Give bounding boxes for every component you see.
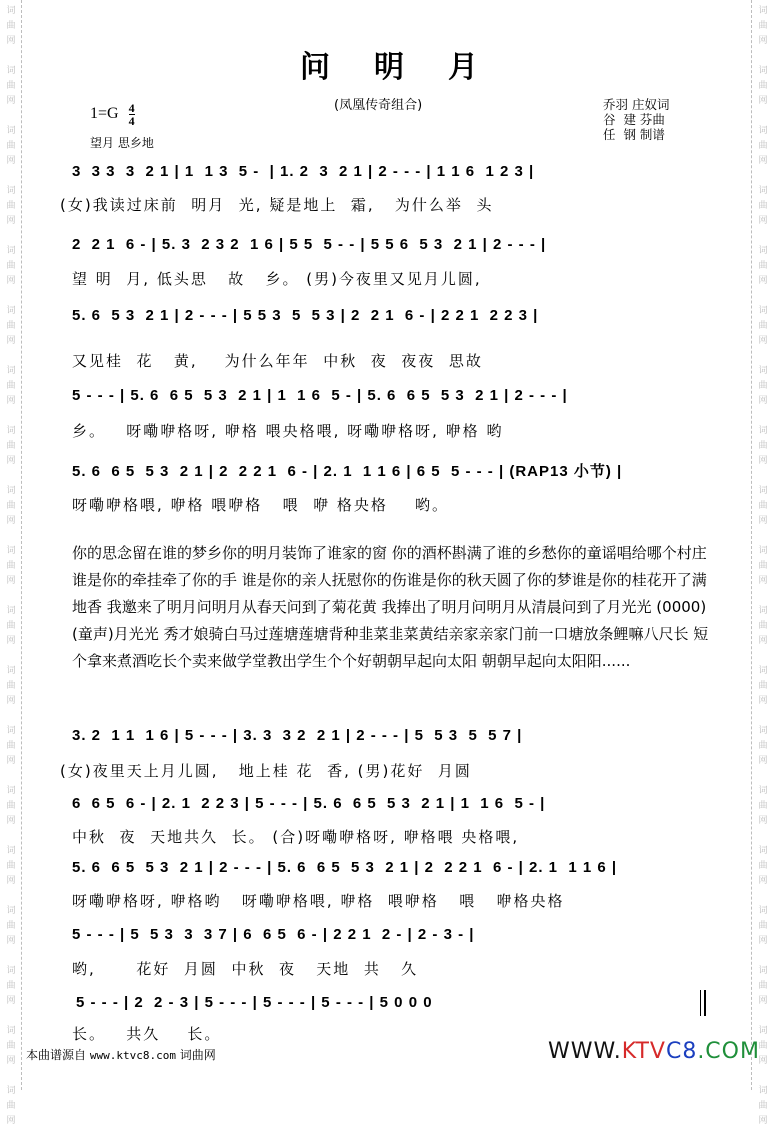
notation-row: 5. 6 5 3 2 1 | 2 - - - | 5 5 3 5 5 3 | 2 2 1 6 - | 2 2 1 2 2 3 |: [72, 307, 539, 324]
watermark-text: 词 曲 网: [758, 426, 768, 466]
notation-row: 2 2 1 6 - | 5. 3 2 3 2 1 6 | 5 5 5 - - | 5 5 6 5 3 2 1 | 2 - - - |: [72, 236, 547, 253]
transcriber: 任 钢 制谱: [603, 127, 665, 142]
notation-row: 6 6 5 6 - | 2. 1 2 2 3 | 5 - - - | 5. 6 6 5 5 3 2 1 | 1 1 6 5 - |: [72, 795, 546, 812]
watermark-text: 词 曲 网: [6, 546, 16, 586]
credits: [603, 97, 669, 142]
right-margin-line: [751, 0, 752, 1090]
watermark-text: 词 曲 网: [758, 1026, 768, 1066]
notation-row: 3. 2 1 1 1 6 | 5 - - - | 3. 3 3 2 2 1 | 2 - - - | 5 5 3 5 5 7 |: [72, 727, 523, 744]
key-signature: [90, 102, 135, 127]
site-logo[interactable]: WWW.KTVC8.COM: [548, 1039, 760, 1064]
tempo-mood: 望月 思乡地: [90, 136, 154, 150]
left-margin-line: [21, 0, 22, 1090]
watermark-text: 词 曲 网: [758, 366, 768, 406]
watermark-text: 词 曲 网: [6, 246, 16, 286]
notation-row: 3 3 3 3 2 1 | 1 1 3 5 - | 1. 2 3 2 1 | 2 - - - | 1 1 6 1 2 3 |: [72, 163, 535, 180]
lyrics-row: (女)夜里天上月儿圆, 地上桂 花 香, (男)花好 月圆: [60, 762, 472, 780]
watermark-text: 词 曲 网: [6, 966, 16, 1006]
watermark-text: 词 曲 网: [6, 726, 16, 766]
watermark-text: 词 曲 网: [6, 606, 16, 646]
watermark-text: 词 曲 网: [6, 486, 16, 526]
watermark-text: 词 曲 网: [6, 6, 16, 46]
watermark-text: 词 曲 网: [6, 426, 16, 466]
notation-row: 5 - - - | 5. 6 6 5 5 3 2 1 | 1 1 6 5 - | 5. 6 6 5 5 3 2 1 | 2 - - - |: [72, 387, 568, 404]
composer: 谷 建 芬曲: [603, 112, 665, 127]
watermark-text: 词 曲 网: [6, 306, 16, 346]
watermark-text: 词 曲 网: [6, 1026, 16, 1066]
watermark-text: 词 曲 网: [758, 486, 768, 526]
notation-row: 5 - - - | 2 2 - 3 | 5 - - - | 5 - - - | 5 - - - | 5 0 0 0: [76, 994, 433, 1011]
watermark-text: 词 曲 网: [758, 186, 768, 226]
watermark-text: 词 曲 网: [758, 306, 768, 346]
watermark-text: 词 曲 网: [758, 786, 768, 826]
lyrics-row: 望 明 月, 低头思 故 乡。 (男)今夜里又见月儿圆,: [72, 270, 482, 288]
watermark-text: 词 曲 网: [758, 966, 768, 1006]
watermark-text: 词 曲 网: [758, 606, 768, 646]
watermark-text: 词 曲 网: [758, 666, 768, 706]
lyrics-row: 中秋 夜 天地共久 长。 (合)呀嘞咿格呀, 咿格喂 央格喂,: [72, 828, 520, 846]
watermark-text: 词 曲 网: [6, 366, 16, 406]
left-watermark-column: [2, 0, 20, 1126]
watermark-text: 词 曲 网: [6, 786, 16, 826]
watermark-text: 词 曲 网: [758, 546, 768, 586]
rap-lyrics: 你的思念留在谁的梦乡你的明月装饰了谁家的窗 你的酒杯斟满了谁的乡愁你的童谣唱给哪个村庄谁是你的牵挂牵了你的手 谁是你的亲人抚慰你的伤谁是你的秋天圆了你的梦谁是你的桂花开了满地香 我邀来了明月问明月从春天问到了菊花黄 我捧出了明月问明月从清晨问到了月光光 (0000) (童声)月光光 秀才娘骑白马过莲塘莲塘背种韭菜韭菜黄结亲家亲家门前一口塘放条鲤嘛八尺长 短个拿来煮酒吃长个卖来做学堂教出学生个个好朝朝早起向太阳 朝朝早起向太阳阳......: [72, 544, 709, 670]
lyrics-row: (女)我读过床前 明月 光, 疑是地上 霜, 为什么举 头: [60, 196, 494, 214]
notation-row: 5. 6 6 5 5 3 2 1 | 2 2 2 1 6 - | 2. 1 1 1 6 | 6 5 5 - - - | (RAP13 小节) |: [72, 463, 623, 480]
key: 1=G: [90, 105, 119, 123]
watermark-text: 词 曲 网: [758, 846, 768, 886]
watermark-text: 词 曲 网: [758, 726, 768, 766]
watermark-text: 词 曲 网: [6, 186, 16, 226]
watermark-text: 词 曲 网: [6, 1086, 16, 1126]
watermark-text: 词 曲 网: [6, 66, 16, 106]
watermark-text: 词 曲 网: [6, 126, 16, 166]
lyrics-row: 乡。 呀嘞咿格呀, 咿格 喂央格喂, 呀嘞咿格呀, 咿格 哟: [72, 422, 504, 440]
right-watermark-column: [754, 0, 772, 1126]
lyrics-row: 长。 共久 长。: [72, 1025, 222, 1043]
lyricist: 乔羽 庄奴词: [603, 97, 670, 112]
lyrics-row: 呀嘞咿格呀, 咿格哟 呀嘞咿格喂, 咿格 喂咿格 喂 咿格央格: [72, 892, 565, 910]
source-note: 本曲谱源自 www.ktvc8.com 词曲网: [26, 1048, 216, 1062]
performer: (凤凰传奇组合): [334, 98, 423, 113]
lyrics-row: 呀嘞咿格喂, 咿格 喂咿格 喂 咿 格央格 哟。: [72, 496, 449, 514]
song-title: 问明月: [300, 50, 522, 85]
watermark-text: 词 曲 网: [758, 1086, 768, 1126]
watermark-text: 词 曲 网: [758, 126, 768, 166]
watermark-text: 词 曲 网: [758, 246, 768, 286]
notation-row: 5 - - - | 5 5 3 3 3 7 | 6 6 5 6 - | 2 2 1 2 - | 2 - 3 - |: [72, 926, 475, 943]
final-barline: [700, 990, 706, 1016]
notation-row: 5. 6 6 5 5 3 2 1 | 2 - - - | 5. 6 6 5 5 3 2 1 | 2 2 2 1 6 - | 2. 1 1 1 6 |: [72, 859, 618, 876]
watermark-text: 词 曲 网: [6, 846, 16, 886]
source-link[interactable]: www.ktvc8.com: [89, 1049, 176, 1062]
lyrics-row: 哟, 花好 月圆 中秋 夜 天地 共 久: [72, 960, 419, 978]
watermark-text: 词 曲 网: [758, 66, 768, 106]
lyrics-row: 又见桂 花 黄, 为什么年年 中秋 夜 夜夜 思故: [72, 352, 483, 370]
watermark-text: 词 曲 网: [758, 6, 768, 46]
watermark-text: 词 曲 网: [6, 666, 16, 706]
watermark-text: 词 曲 网: [6, 906, 16, 946]
watermark-text: 词 曲 网: [758, 906, 768, 946]
time-signature: $\frac{4}{4}$: [128, 101, 135, 128]
